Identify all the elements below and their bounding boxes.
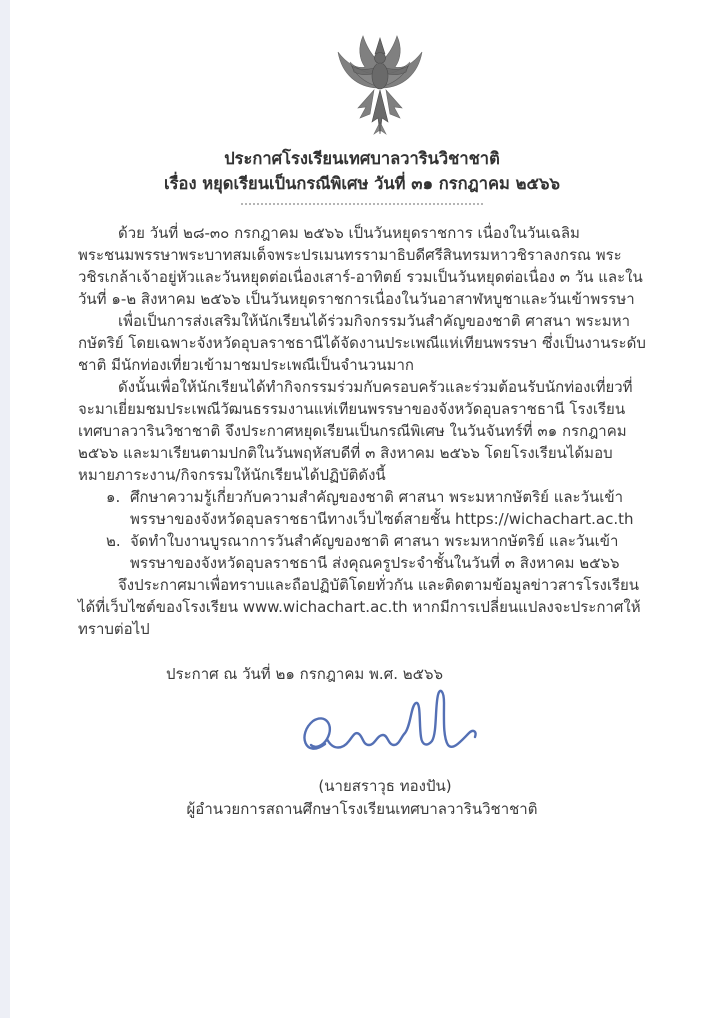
handwritten-signature-icon [78,689,646,775]
announcement-subject: เรื่อง หยุดเรียนเป็นกรณีพิเศษ วันที่ ๓๑ กรกฎาคม ๒๕๖๖ [164,174,560,193]
list-item-2-number: ๒. [106,532,121,550]
announcement-title: ประกาศโรงเรียนเทศบาลวารินวิชาชาติ [224,149,500,168]
closing-paragraph: จึงประกาศมาเพื่อทราบและถือปฏิบัติโดยทั่วกัน และติดตามข้อมูลข่าวสารโรงเรียนได้ที่เว็บไซต์ของโรงเรียน www.wichachart.ac.th หากมีการเปลี่ยนแปลงจะประกาศให้ทราบต่อไป [78,576,641,638]
dotted-separator [241,203,483,205]
announcement-date: ประกาศ ณ วันที่ ๒๑ กรกฎาคม พ.ศ. ๒๕๖๖ [166,665,444,683]
garuda-emblem-icon [330,30,430,142]
list-item-2 [106,530,646,574]
list-item-1-text: ศึกษาความรู้เกี่ยวกับความสำคัญของชาติ ศาสนา พระมหากษัตริย์ และวันเข้าพรรษาของจังหวัดอุบลราชธานีทางเว็บไซต์สายชั้น https://wichachart.ac.th [130,488,634,528]
signatory-name: (นายสราวุธ ทองปัน) [318,777,452,795]
announcement-body [78,222,646,685]
signature-block [78,689,646,821]
paragraph-1: ด้วย วันที่ ๒๘-๓๐ กรกฎาคม ๒๕๖๖ เป็นวันหยุดราชการ เนื่องในวันเฉลิมพระชนมพรรษาพระบาทสมเด็จพระปรเมนทรรามาธิบดีศรีสินทรมหาวชิราลงกรณ พระวชิรเกล้าเจ้าอยู่หัวและวันหยุดต่อเนื่องเสาร์-อาทิตย์ รวมเป็นวันหยุดต่อเนื่อง ๓ วัน และในวันที่ ๑-๒ สิงหาคม ๒๕๖๖ เป็นวันหยุดราชการเนื่องในวันอาสาฬหบูชาและวันเข้าพรรษา [78,224,643,308]
scan-edge-artifact [0,0,10,1018]
signatory-position: ผู้อำนวยการสถานศึกษาโรงเรียนเทศบาลวารินวิชาชาติ [186,800,538,818]
list-item-1 [106,486,646,530]
paragraph-2: เพื่อเป็นการส่งเสริมให้นักเรียนได้ร่วมกิจกรรมวันสำคัญของชาติ ศาสนา พระมหากษัตริย์ โดยเฉพาะจังหวัดอุบลราชธานีได้จัดงานประเพณีแห่เทียนพรรษา ซึ่งเป็นงานระดับชาติ มีนักท่องเที่ยวเข้ามาชมประเพณีเป็นจำนวนมาก [78,312,646,374]
paragraph-3: ดังนั้นเพื่อให้นักเรียนได้ทำกิจกรรมร่วมกับครอบครัวและร่วมต้อนรับนักท่องเที่ยวที่จะมาเยี่ยมชมประเพณีวัฒนธรรมงานแห่เทียนพรรษาของจังหวัดอุบลราชธานี โรงเรียนเทศบาลวารินวิชาชาติ จึงประกาศหยุดเรียนเป็นกรณีพิเศษ ในวันจันทร์ที่ ๓๑ กรกฎาคม ๒๕๖๖ และมาเรียนตามปกติในวันพฤหัสบดีที่ ๓ สิงหาคม ๒๕๖๖ โดยโรงเรียนได้มอบหมายภาระงาน/กิจกรรมให้นักเรียนได้ปฏิบัติดังนี้ [78,378,633,484]
list-item-1-number: ๑. [106,488,121,506]
document-body-column [78,146,646,821]
list-item-2-text: จัดทำใบงานบูรณาการวันสำคัญของชาติ ศาสนา พระมหากษัตริย์ และวันเข้าพรรษาของจังหวัดอุบลราชธานี ส่งคุณครูประจำชั้นในวันที่ ๓ สิงหาคม ๒๕๖๖ [130,532,620,572]
announcement-header [78,146,646,205]
